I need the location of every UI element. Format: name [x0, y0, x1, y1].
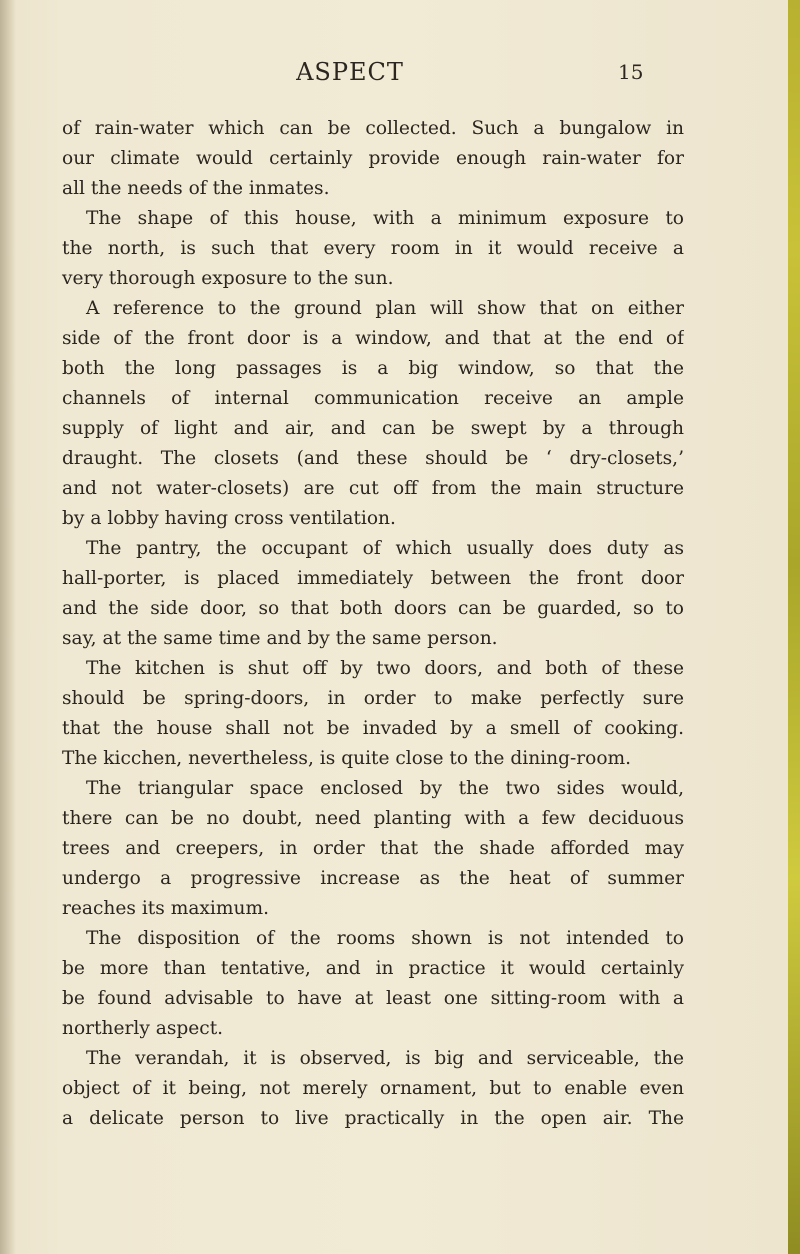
text-line: there can be no doubt, need planting with a few deciduous	[62, 808, 684, 829]
text-line: and the side door, so that both doors can be guarded, so to	[62, 598, 684, 619]
text-line: a delicate person to live practically in the open air. The	[62, 1108, 684, 1129]
text-line: hall-porter, is placed immediately between the front door	[62, 568, 684, 589]
text-line: our climate would certainly provide enough rain-water for	[62, 148, 684, 169]
page-header	[0, 58, 788, 92]
text-line: object of it being, not merely ornament, but to enable even	[62, 1078, 684, 1099]
text-line: and not water-closets) are cut off from the main structure	[62, 478, 684, 499]
page-number: 15	[618, 60, 644, 84]
body-text	[62, 114, 684, 1134]
text-line: by a lobby having cross ventilation.	[62, 508, 396, 529]
text-line: channels of internal communication receive an ample	[62, 388, 684, 409]
text-line: The kicchen, nevertheless, is quite close to the dining-room.	[62, 748, 632, 769]
text-line: all the needs of the inmates.	[62, 178, 330, 199]
text-line: The triangular space enclosed by the two sides would,	[86, 778, 684, 799]
text-line: side of the front door is a window, and that at the end of	[62, 328, 684, 349]
text-line: The shape of this house, with a minimum exposure to	[86, 208, 684, 229]
text-line: northerly aspect.	[62, 1018, 224, 1039]
page-edge	[788, 0, 800, 1254]
text-line: draught. The closets (and these should be ‘ dry-closets,’	[62, 448, 684, 469]
text-line: supply of light and air, and can be swept by a through	[62, 418, 684, 439]
text-line: The pantry, the occupant of which usually does duty as	[86, 538, 684, 559]
text-line: that the house shall not be invaded by a smell of cooking.	[62, 718, 684, 739]
text-line: The kitchen is shut off by two doors, and both of these	[86, 658, 684, 679]
text-line: The disposition of the rooms shown is not intended to	[86, 928, 684, 949]
text-line: both the long passages is a big window, so that the	[62, 358, 684, 379]
text-line: trees and creepers, in order that the shade afforded may	[62, 838, 684, 859]
text-line: be found advisable to have at least one sitting-room with a	[62, 988, 684, 1009]
running-head: ASPECT	[296, 58, 404, 86]
text-line: should be spring-doors, in order to make perfectly sure	[62, 688, 684, 709]
text-line: say, at the same time and by the same person.	[62, 628, 498, 649]
text-line: of rain-water which can be collected. Such a bungalow in	[62, 118, 684, 139]
page-gutter	[0, 0, 16, 1254]
text-line: reaches its maximum.	[62, 898, 269, 919]
text-line: undergo a progressive increase as the heat of summer	[62, 868, 684, 889]
text-line: very thorough exposure to the sun.	[62, 268, 394, 289]
text-line: be more than tentative, and in practice it would certainly	[62, 958, 684, 979]
text-line: The verandah, it is observed, is big and serviceable, the	[86, 1048, 684, 1069]
text-line: A reference to the ground plan will show that on either	[86, 298, 684, 319]
text-line: the north, is such that every room in it would receive a	[62, 238, 684, 259]
